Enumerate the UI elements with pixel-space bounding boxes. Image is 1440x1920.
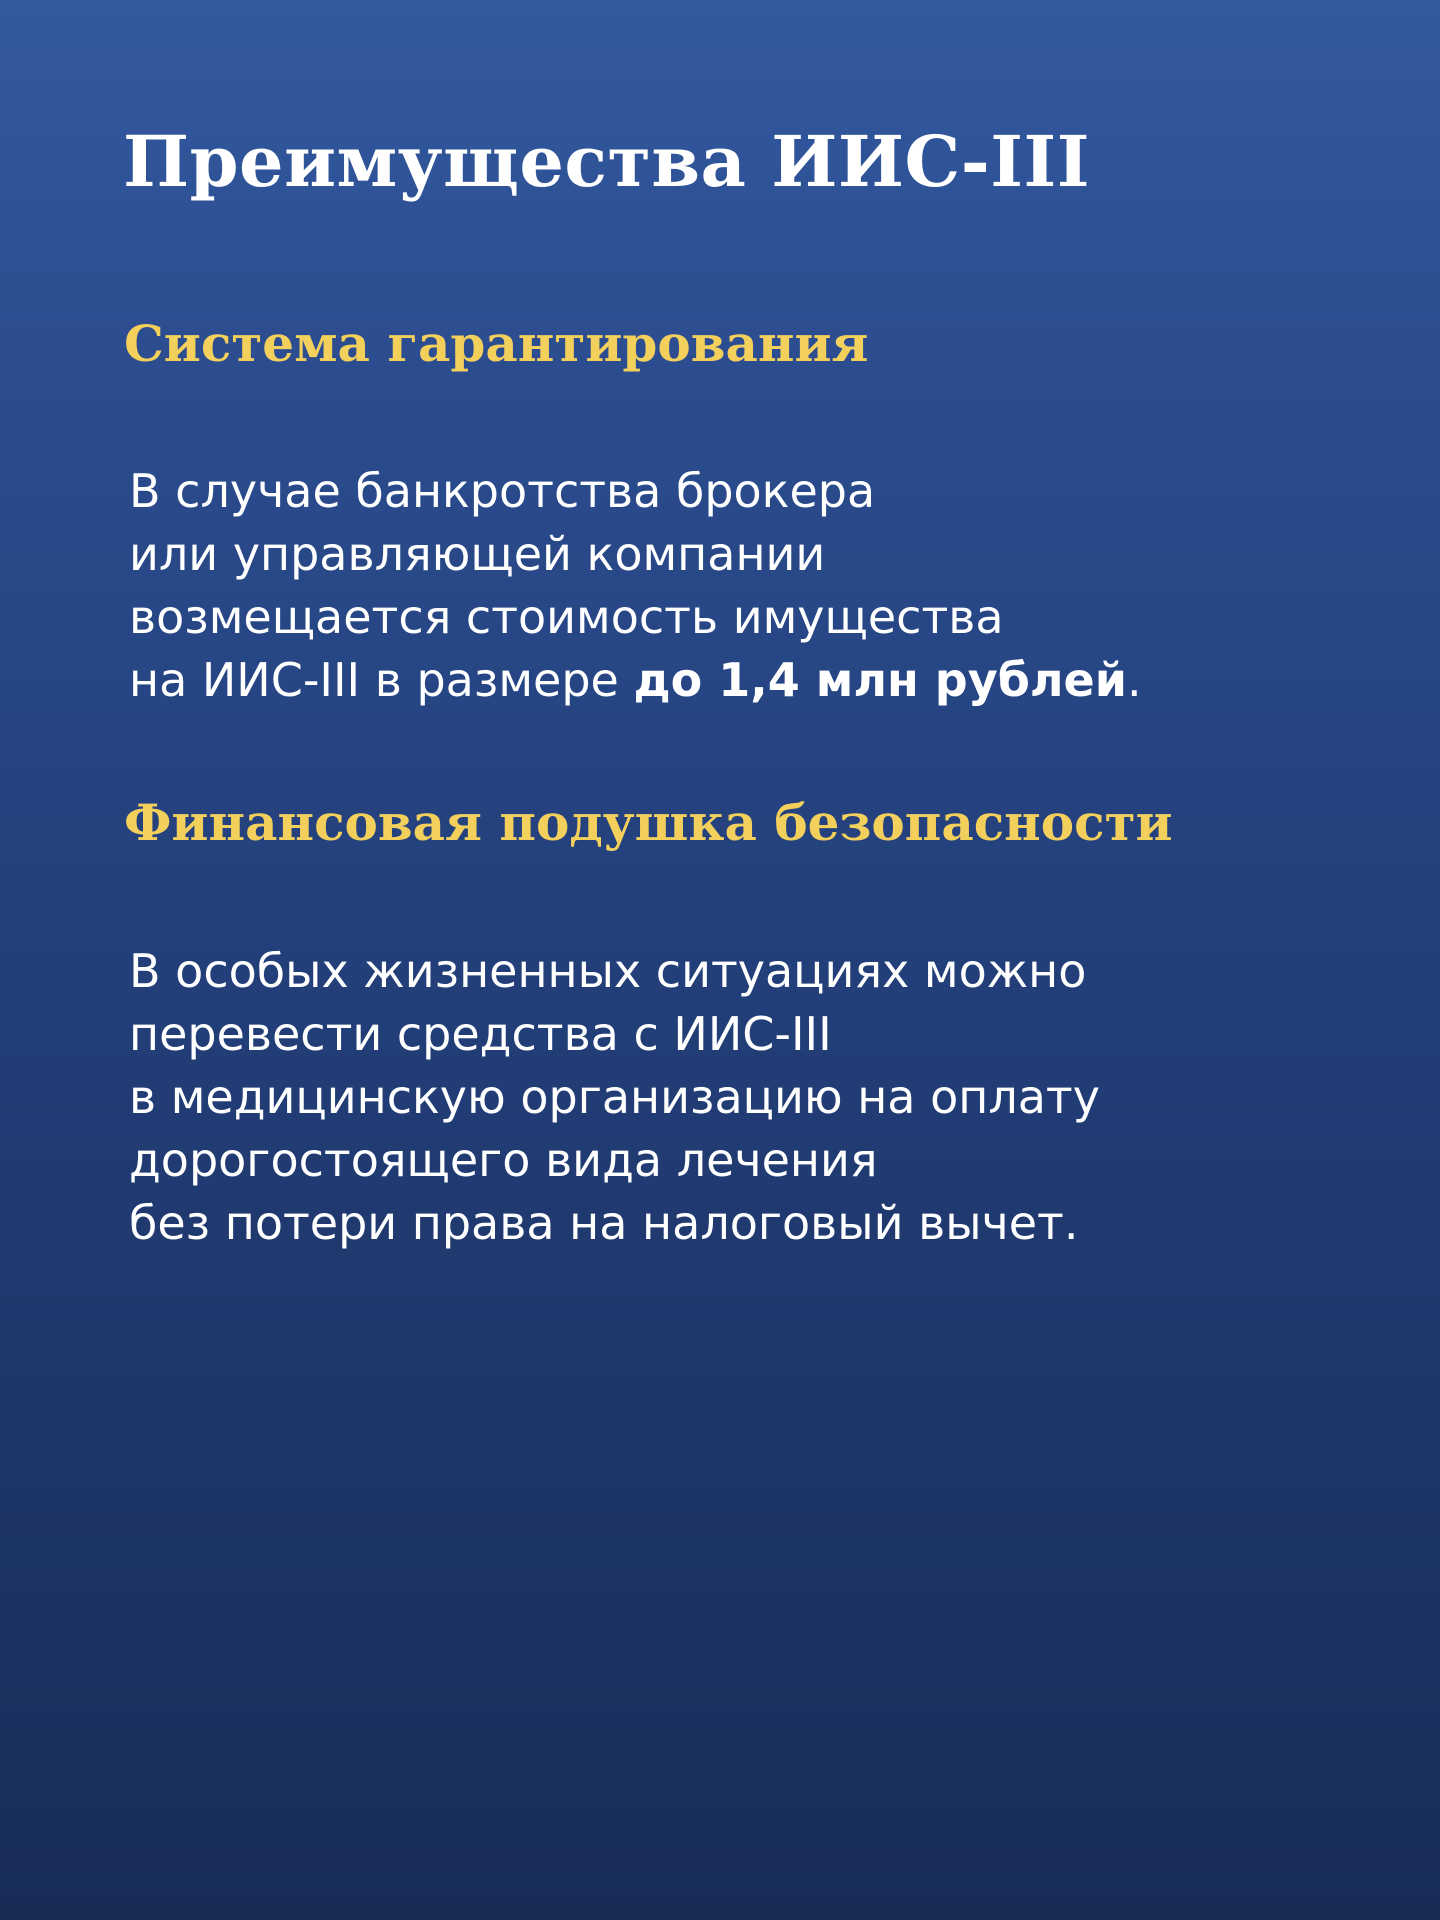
guarantee-text-line-end: .: [1126, 653, 1142, 707]
guarantee-amount: до 1,4 млн рублей: [633, 653, 1127, 707]
section-heading-safety-cushion: Финансовая подушка безопасности: [124, 793, 1173, 852]
safety-cushion-text-line: перевести средства с ИИС-III: [129, 1007, 832, 1061]
page-title: Преимущества ИИС-III: [123, 120, 1091, 203]
guarantee-text-line: или управляющей компании: [129, 527, 826, 581]
safety-cushion-description: [129, 940, 1100, 1255]
section-heading-guarantee: Система гарантирования: [124, 314, 869, 373]
guarantee-text-line-with-amount: [129, 649, 1142, 712]
safety-cushion-text-line: без потери права на налоговый вычет.: [129, 1196, 1079, 1250]
guarantee-text-line: В случае банкротства брокера: [129, 464, 876, 518]
guarantee-text-line-start: на ИИС-III в размере: [129, 653, 634, 707]
safety-cushion-text-line: в медицинскую организацию на оплату: [129, 1070, 1100, 1124]
safety-cushion-text-line: дорогостоящего вида лечения: [129, 1133, 878, 1187]
safety-cushion-text-line: В особых жизненных ситуациях можно: [129, 944, 1087, 998]
guarantee-text-line: возмещается стоимость имущества: [129, 590, 1004, 644]
guarantee-description: [129, 460, 1142, 712]
